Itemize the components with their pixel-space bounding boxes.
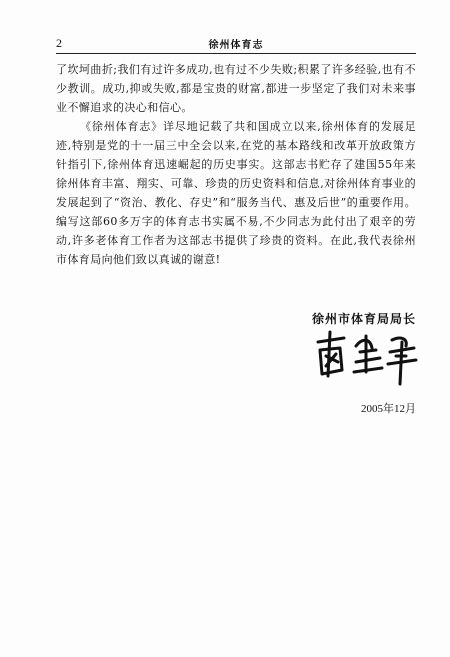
paragraph-1: 了坎坷曲折;我们有过许多成功,也有过不少失败;积累了许多经验,也有不少教训。成功,抑或失败,都是宝贵的财富,都进一步坚定了我们对未来事业不懈追求的决心和信心。 [56, 63, 416, 114]
page-number: 2 [56, 36, 62, 50]
running-title: 徐州体育志 [208, 40, 264, 51]
signer-title: 徐州市体育局局长 [311, 312, 416, 326]
body-text [56, 60, 416, 269]
header-rule [56, 53, 416, 54]
signoff-block [312, 310, 416, 327]
date: 2005年12月 [361, 403, 416, 415]
handwritten-signature [310, 328, 420, 388]
paragraph-2: 《徐州体育志》详尽地记载了共和国成立以来,徐州体育的发展足迹,特别是党的十一届三中全会以来,在党的基本路线和改革开放政策方针指引下,徐州体育迅速崛起的历史事实。这部志书贮存了建国55年来徐州体育丰富、翔实、可靠、珍贵的历史资料和信息,对徐州体育事业的发展起到了“资治、教化、存史”和“服务当代、惠及后世”的重要作用。编写这部60多万字的体育志书实属不易,不少同志为此付出了艰辛的劳动,许多老体育工作者为这部志书提供了珍贵的资料。在此,我代表徐州市体育局向他们致以真诚的谢意! [56, 120, 416, 266]
page-header [56, 36, 416, 52]
